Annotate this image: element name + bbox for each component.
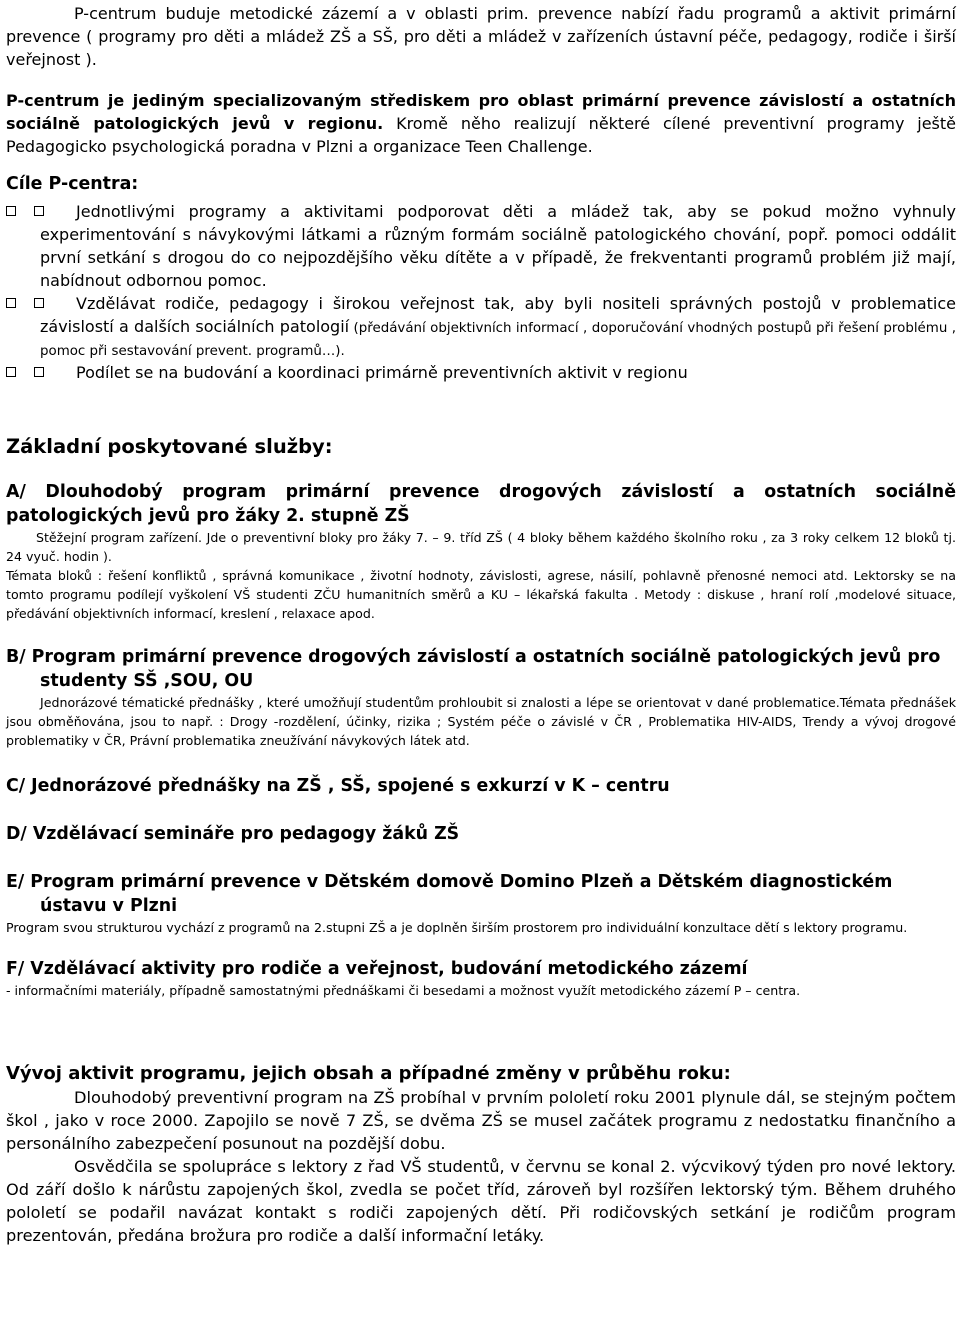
service-e-text: Program svou strukturou vychází z programů na 2.stupni ZŠ a je doplněn širším prostorem pro individuální konzultace dětí s lektory programu. xyxy=(6,920,908,935)
checkbox-bullet-icons xyxy=(6,361,76,377)
checkbox-icon xyxy=(6,298,16,308)
service-a-title: A/ Dlouhodobý program primární prevence drogových závislostí a ostatních sociálně patologických jevů pro žáky 2. stupně ZŠ xyxy=(6,482,956,526)
development-paragraph-1: Dlouhodobý preventivní program na ZŠ probíhal v prvním pololetí roku 2001 plynule dál, se stejným počtem škol , jako v roce 2000. Zapojilo se nově 7 ZŠ, se dvěma ZŠ se musel začátek programu z nedostatku finančního a personálního zabezpečení posunout na pozdější dobu. xyxy=(6,1088,956,1153)
service-d-title: D/ Vzdělávací semináře pro pedagogy žáků ZŠ xyxy=(6,824,460,844)
service-f-title: F/ Vzdělávací aktivity pro rodiče a veřejnost, budování metodického zázemí xyxy=(6,959,748,979)
goal-item-text: Jednotlivými programy a aktivitami podporovat děti a mládež tak, aby se pokud možno vyhnuly experimentování s návykovými látkami a různým formám sociálně patologického chování, popř. pomoci oddálit první setkání s drogou do co nejpozdějšího věku dítěte a v případě, že frekventanti programů problém již mají, nabídnout odbornou pomoc. xyxy=(40,202,956,290)
checkbox-icon xyxy=(6,367,16,377)
goal-item-text: Podílet se na budování a koordinaci primárně preventivních aktivit v regionu xyxy=(76,363,688,382)
intro-rest: Kromě něho realizují některé cílené preventivní programy ještě Pedagogicko psychologická poradna v Plzni a organizace Teen Challenge. xyxy=(6,114,957,156)
document-page xyxy=(6,0,956,1247)
goal-item-2-main: Vzdělávat rodiče, pedagogy i širokou veřejnost tak, aby byli nositeli správných postojů v problematice závislostí a dalších sociálních patologií xyxy=(40,294,956,336)
goal-item-2 xyxy=(6,292,956,361)
checkbox-icon xyxy=(6,206,16,216)
goal-item-text xyxy=(40,292,956,361)
goals-heading: Cíle P-centra: xyxy=(6,174,139,194)
intro-paragraph: P-centrum buduje metodické zázemí a v oblasti prim. prevence nabízí řadu programů a aktivit primární prevence ( programy pro děti a mládež ZŠ a SŠ, pro děti a mládež v zařízeních ústavní péče, pedagogy, rodiče i širší veřejnost ). xyxy=(6,4,956,69)
goal-item-1 xyxy=(6,200,956,292)
goal-item-3 xyxy=(6,361,956,384)
intro-bold-statement: P-centrum je jediným specializovaným střediskem pro oblast primární prevence závislostí a ostatních sociálně patologických jevů v regionu. xyxy=(6,91,956,133)
services-heading: Základní poskytované služby: xyxy=(6,435,333,458)
service-b-title: B/ Program primární prevence drogových závislostí a ostatních sociálně patologických jevů pro studenty SŠ ,SOU, OU xyxy=(6,647,941,691)
service-b-text: Jednorázové tématické přednášky , které umožňují studentům prohloubit si znalosti a lépe se orientovat v dané problematice.Témata přednášek jsou obměňována, jsou to např. : Drogy -rozdělení, účinky, rizika ; Systém péče o závislé v ČR , Problematika HIV-AIDS, Trendy a vývoj drogové problematiky v ČR, Právní problematika zneužívání návykových látek atd. xyxy=(6,695,956,748)
service-f-text: - informačními materiály, případně samostatnými přednáškami či besedami a možnost využít metodického zázemí P – centra. xyxy=(6,983,801,998)
service-c-title: C/ Jednorázové přednášky na ZŠ , SŠ, spojené s exkurzí v K – centru xyxy=(6,776,670,796)
service-a-text-1: Stěžejní program zařízení. Jde o preventivní bloky pro žáky 7. – 9. tříd ZŠ ( 4 bloky během každého školního roku , za 3 roky celkem 12 bloků tj. 24 vyuč. hodin ). xyxy=(6,530,956,564)
development-heading: Vývoj aktivit programu, jejich obsah a případné změny v průběhu roku: xyxy=(6,1063,731,1084)
development-paragraph-2: Osvědčila se spolupráce s lektory z řad VŠ studentů, v červnu se konal 2. výcvikový týden pro nové lektory. Od září došlo k nárůstu zapojených škol, zvedla se počet tříd, zároveň byl rozšířen lektorský tým. Během druhého pololetí se podařil navázat kontakt s rodiči zapojených dětí. Při rodičovských setkání je rodičům program prezentován, předána brožura pro rodiče a další informační letáky. xyxy=(6,1157,956,1245)
goal-item-2-detail: (předávání objektivních informací , doporučování vhodných postupů při řešení problému , pomoc při sestavování prevent. programů…). xyxy=(40,321,956,359)
service-e-title: E/ Program primární prevence v Dětském domově Domino Plzeň a Dětském diagnostickém ústavu v Plzni xyxy=(6,872,893,916)
checkbox-icon xyxy=(34,367,44,377)
intro-second-paragraph xyxy=(6,89,956,158)
service-a-text-2: Témata bloků : řešení konfliktů , správná komunikace , životní hodnoty, závislosti, agrese, násilí, pohlavně přenosné nemoci atd. Lektorsky se na tomto programu podílejí vyškolení VŠ studenti ZČU humanitních směrů a KU – lékařská fakulta . Metody : diskuse , hraní rolí ,modelové situace, předávání objektivních informací, kreslení , relaxace apod. xyxy=(6,568,956,621)
